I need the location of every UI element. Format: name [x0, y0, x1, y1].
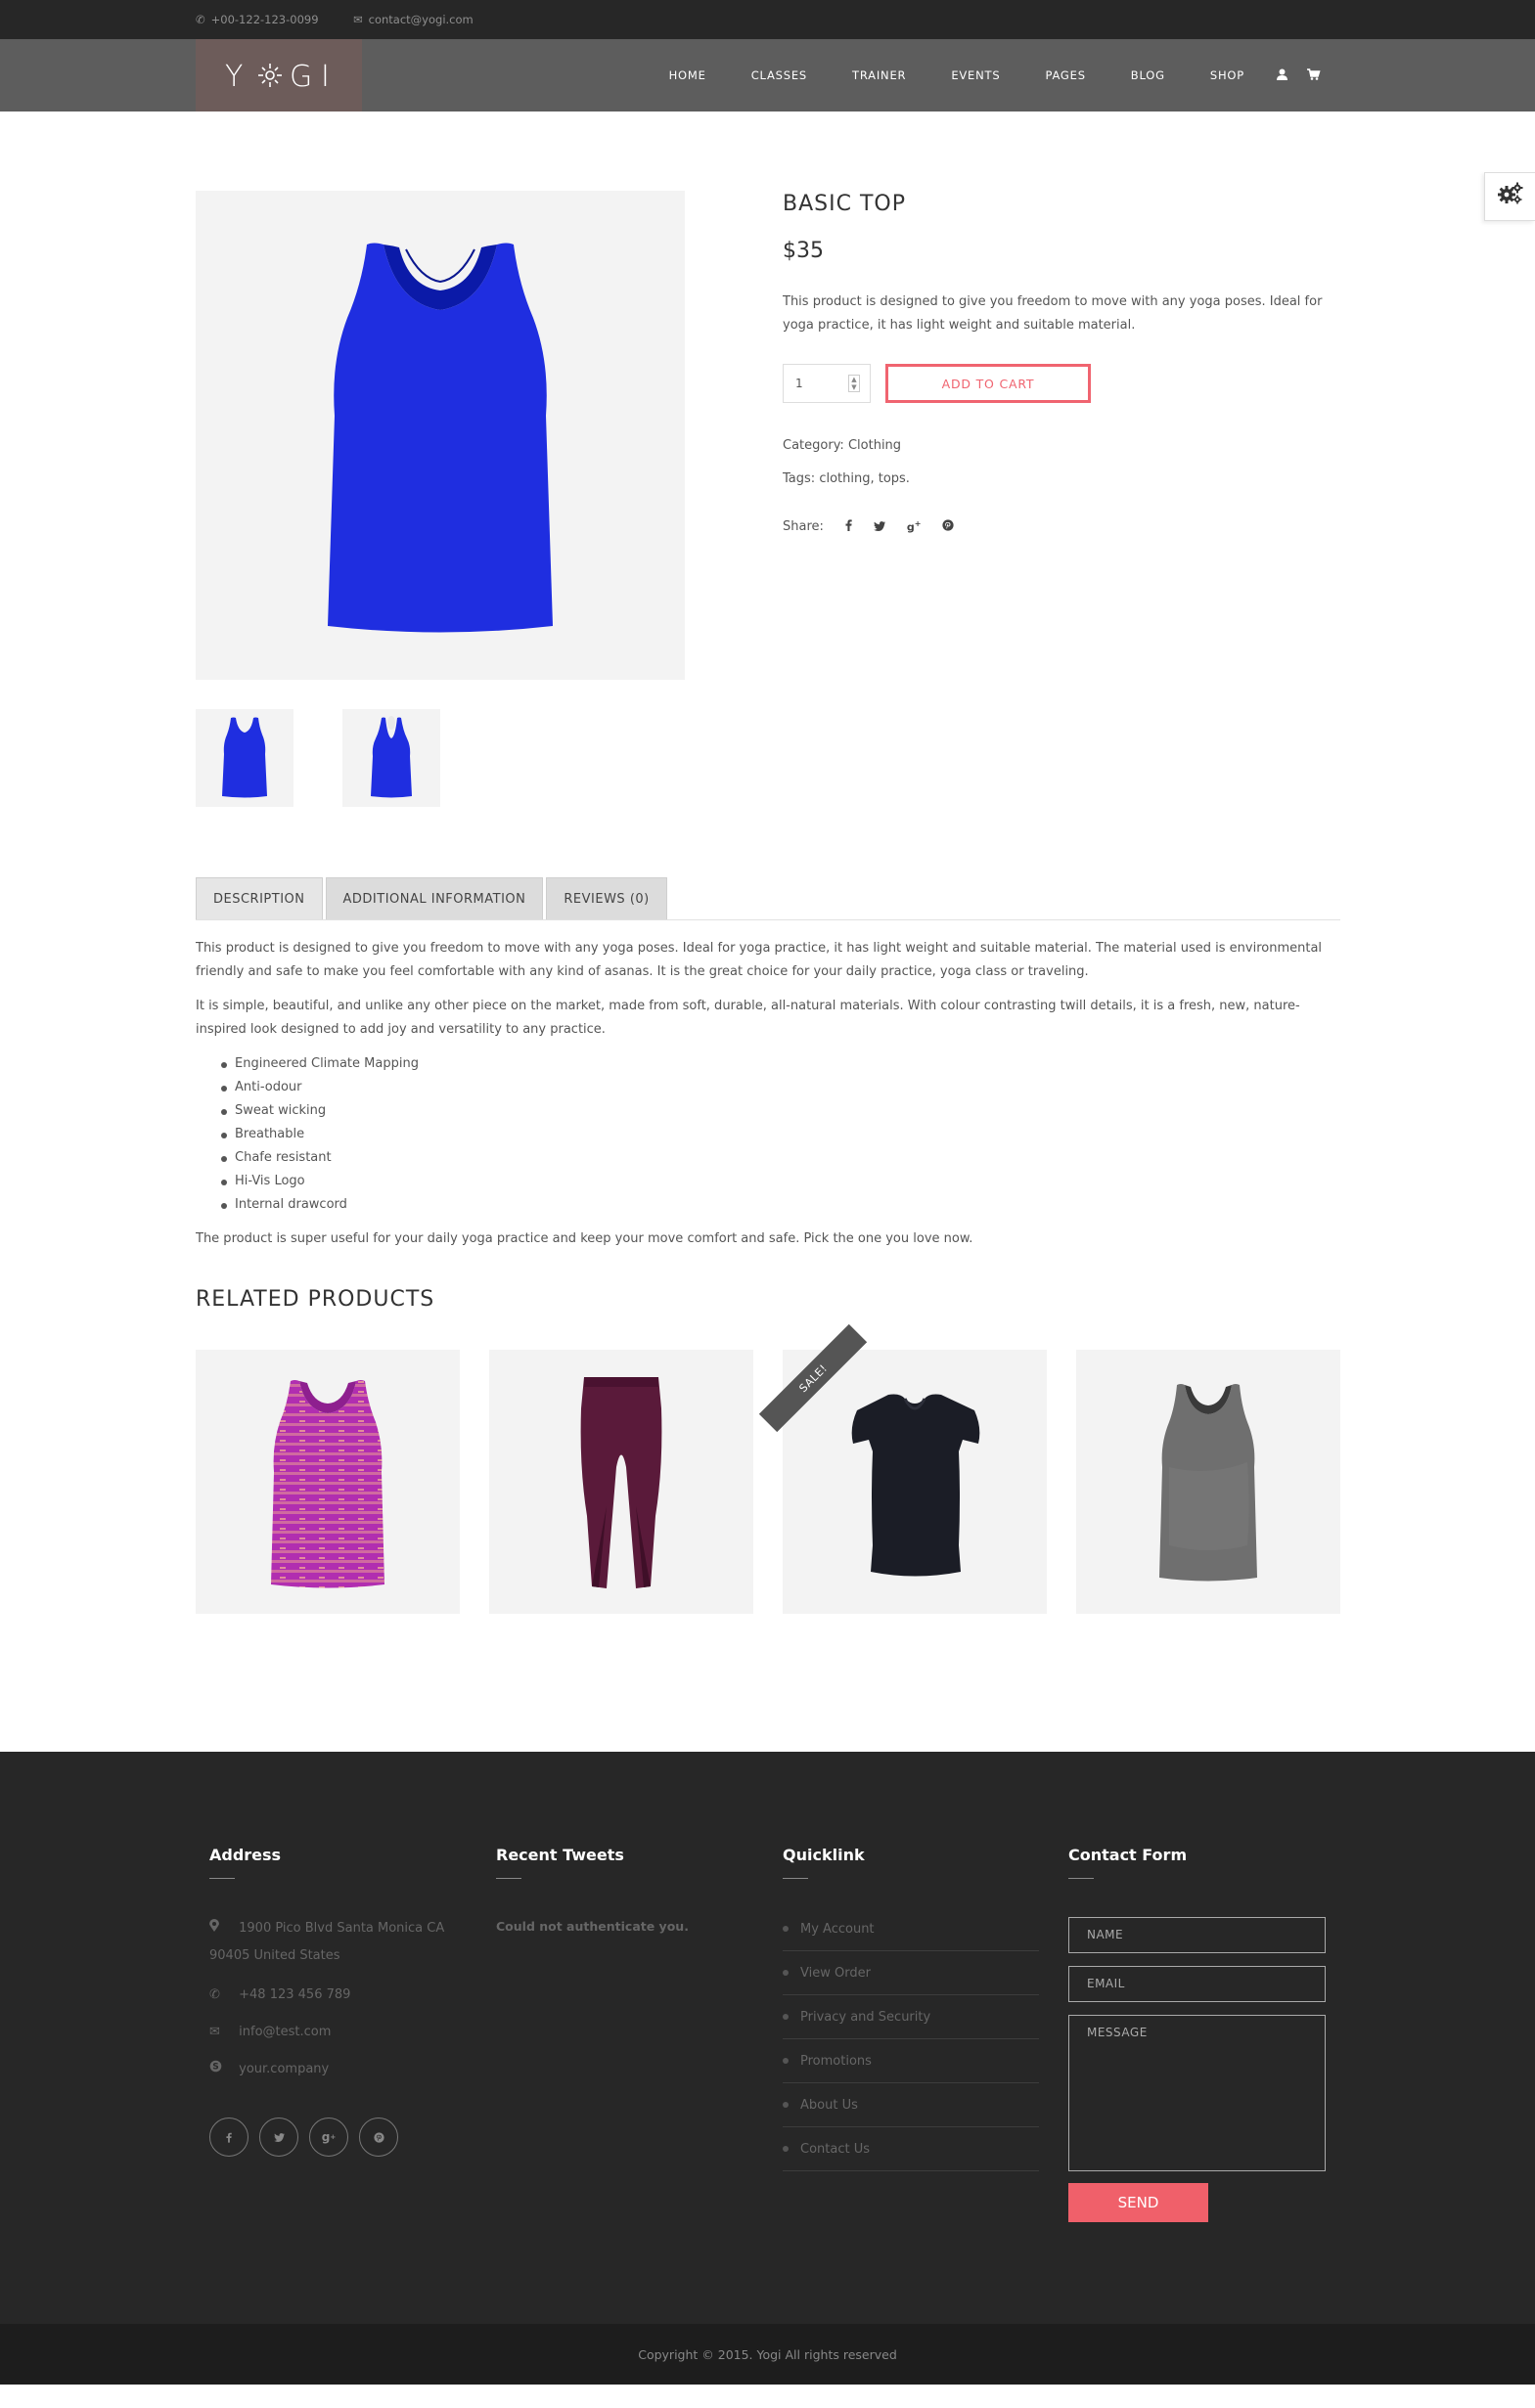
list-item: Internal drawcord: [221, 1193, 1345, 1217]
tabs-divider: [196, 919, 1340, 920]
pinterest-icon[interactable]: [942, 519, 954, 534]
list-item: Sweat wicking: [221, 1099, 1345, 1123]
nav-home[interactable]: HOME: [668, 68, 706, 82]
related-products-title: RELATED PRODUCTS: [196, 1287, 435, 1312]
copyright-text: Copyright © 2015. Yogi All rights reserved: [638, 2346, 897, 2362]
related-product-grey-tank[interactable]: [1076, 1350, 1340, 1614]
quicklink-label: View Order: [800, 1965, 871, 1981]
list-item: Anti-odour: [221, 1076, 1345, 1099]
sale-badge: SALE!: [759, 1324, 867, 1432]
address-line-1: 1900 Pico Blvd Santa Monica CA: [239, 1921, 445, 1936]
svg-text:S: S: [212, 2062, 219, 2073]
tab-description[interactable]: DESCRIPTION: [196, 877, 323, 920]
quicklink-view-order[interactable]: [783, 1951, 1039, 1995]
product-short-description: This product is designed to give you freedom to move with any yoga poses. Ideal for yoga practice, it has light weight and suitable material.: [783, 294, 1323, 333]
footer-skype-text: your.company: [239, 2062, 330, 2076]
product-category: [783, 438, 901, 453]
nav-shop[interactable]: SHOP: [1209, 68, 1244, 82]
product-thumbnail-back[interactable]: [342, 709, 440, 807]
quantity-value: 1: [795, 377, 803, 390]
svg-text:I: I: [321, 60, 338, 94]
nav-events[interactable]: EVENTS: [951, 68, 1001, 82]
bullet-dot: [783, 2058, 789, 2064]
google-plus-icon[interactable]: g+: [906, 519, 922, 534]
footer-title-underline: [783, 1878, 808, 1879]
footer-contact-title: Contact Form: [1068, 1846, 1188, 1864]
map-marker-icon: [209, 1915, 235, 1942]
tweet-message: Could not authenticate you.: [496, 1919, 689, 1934]
footer-address-title: Address: [209, 1846, 282, 1864]
topbar-email-text[interactable]: contact@yogi.com: [368, 13, 474, 26]
description-panel: [196, 937, 1345, 1262]
send-button[interactable]: SEND: [1068, 2183, 1208, 2222]
quicklink-contact-us[interactable]: [783, 2127, 1039, 2171]
footer-title-underline: [1068, 1878, 1094, 1879]
contact-name-field[interactable]: NAME: [1068, 1917, 1326, 1953]
quicklink-label: My Account: [800, 1921, 875, 1937]
quicklink-label: Contact Us: [800, 2141, 870, 2157]
bullet-dot: [783, 1970, 789, 1976]
product-price: $35: [783, 239, 824, 263]
quicklink-my-account[interactable]: [783, 1907, 1039, 1951]
grey-tank-image: [1076, 1350, 1340, 1614]
tab-additional-information[interactable]: ADDITIONAL INFORMATION: [326, 877, 544, 920]
pink-tank-image: [196, 1350, 460, 1614]
contact-email-field[interactable]: EMAIL: [1068, 1966, 1326, 2002]
category-link[interactable]: Clothing: [847, 438, 902, 453]
add-to-cart-button[interactable]: ADD TO CART: [885, 364, 1091, 403]
bullet-dot: [783, 2146, 789, 2152]
tank-top-illustration: [196, 191, 685, 680]
nav-blog[interactable]: BLOG: [1130, 68, 1165, 82]
address-line-2: 90405 United States: [209, 1948, 340, 1963]
leggings-image: [489, 1350, 753, 1614]
envelope-icon: ✉: [209, 2025, 220, 2039]
top-bar: [0, 0, 1535, 39]
bullet-dot: [783, 2014, 789, 2020]
list-item: Breathable: [221, 1123, 1345, 1146]
description-paragraph-2: It is simple, beautiful, and unlike any other piece on the market, made from soft, durable, all-natural materials. With colour contrasting twill details, it is a fresh, new, nature-inspired look designed to add joy and versatility to any practice.: [196, 999, 1300, 1037]
svg-text:G: G: [290, 60, 321, 94]
category-label: Category:: [783, 438, 844, 453]
related-product-leggings[interactable]: [489, 1350, 753, 1614]
navbar: [0, 39, 1535, 111]
skype-icon: [209, 2056, 235, 2083]
footer-skype: [209, 2056, 329, 2083]
product-thumbnail-front[interactable]: [196, 709, 293, 807]
description-paragraph-3: The product is super useful for your daily yoga practice and keep your move comfort and safe. Pick the one you love now.: [196, 1231, 973, 1246]
footer-email: [209, 2019, 331, 2046]
footer-pinterest-icon[interactable]: [359, 2118, 398, 2157]
black-tee-image: [783, 1350, 1047, 1614]
share-bar: [783, 519, 954, 534]
nav-classes[interactable]: CLASSES: [750, 68, 808, 82]
topbar-phone-text: +00-122-123-0099: [210, 13, 319, 26]
quicklink-promotions[interactable]: [783, 2039, 1039, 2083]
list-item: Engineered Climate Mapping: [221, 1052, 1345, 1076]
quantity-stepper[interactable]: ▲ ▼: [848, 375, 860, 392]
features-list: [196, 1052, 1345, 1217]
share-label: Share:: [783, 519, 824, 534]
facebook-icon[interactable]: [845, 519, 852, 534]
related-product-black-tee[interactable]: [783, 1350, 1047, 1614]
footer-twitter-icon[interactable]: [259, 2118, 298, 2157]
nav-trainer[interactable]: TRAINER: [852, 68, 907, 82]
thumbnail-front-image: [196, 709, 293, 807]
product-title: BASIC TOP: [783, 192, 906, 216]
product-tags: [783, 471, 910, 486]
description-paragraph-1: This product is designed to give you freedom to move with any yoga poses. Ideal for yoga practice, it has light weight and suitable material. The material used is environmental friendly and safe to make you feel comfortable with any kind of asanas. It is the great choice for your daily practice, yoga class or traveling.: [196, 941, 1323, 979]
quicklink-privacy[interactable]: [783, 1995, 1039, 2039]
list-item: Hi-Vis Logo: [221, 1170, 1345, 1193]
contact-message-field[interactable]: MESSAGE: [1068, 2015, 1326, 2171]
quicklink-about-us[interactable]: [783, 2083, 1039, 2127]
footer-title-underline: [209, 1878, 235, 1879]
footer-tweets-title: Recent Tweets: [496, 1846, 624, 1864]
related-product-pink-tank[interactable]: [196, 1350, 460, 1614]
envelope-icon: ✉: [353, 13, 363, 26]
bullet-dot: [783, 2102, 789, 2108]
topbar-email[interactable]: [353, 13, 474, 26]
gears-icon: [1498, 182, 1523, 212]
tags-links[interactable]: clothing, tops.: [819, 471, 910, 486]
quantity-input[interactable]: [783, 364, 871, 403]
list-item: Chafe resistant: [221, 1146, 1345, 1170]
bullet-dot: [783, 1926, 789, 1932]
twitter-icon[interactable]: [874, 520, 885, 534]
logo[interactable]: [196, 39, 362, 111]
footer-email-text[interactable]: info@test.com: [239, 2025, 332, 2039]
phone-icon: ✆: [209, 1987, 220, 2002]
nav-pages[interactable]: PAGES: [1045, 68, 1086, 82]
product-tabs: [196, 877, 667, 920]
footer-phone-text: +48 123 456 789: [239, 1987, 351, 2002]
footer-google-plus-icon[interactable]: g +: [309, 2118, 348, 2157]
svg-text:Y: Y: [225, 60, 251, 94]
main-nav: [647, 39, 1330, 111]
footer-phone: [209, 1982, 350, 2009]
phone-icon: ✆: [196, 13, 205, 26]
footer-title-underline: [496, 1878, 521, 1879]
product-main-image[interactable]: [196, 191, 685, 680]
thumbnail-back-image: [342, 709, 440, 807]
topbar-phone: [196, 13, 319, 26]
tags-label: Tags:: [783, 471, 816, 486]
copyright-bar: [0, 2324, 1535, 2385]
cart-icon[interactable]: [1297, 68, 1330, 83]
footer-facebook-icon[interactable]: [209, 2118, 248, 2157]
logo-mark: [225, 59, 338, 94]
quicklink-label: Promotions: [800, 2053, 872, 2069]
settings-panel-toggle[interactable]: [1484, 172, 1535, 221]
tab-reviews[interactable]: REVIEWS (0): [546, 877, 666, 920]
footer-address: [209, 1915, 444, 1970]
quicklink-label: Privacy and Security: [800, 2009, 931, 2025]
user-icon[interactable]: [1267, 68, 1297, 83]
footer-quicklink-title: Quicklink: [783, 1846, 865, 1864]
quicklink-label: About Us: [800, 2097, 858, 2113]
